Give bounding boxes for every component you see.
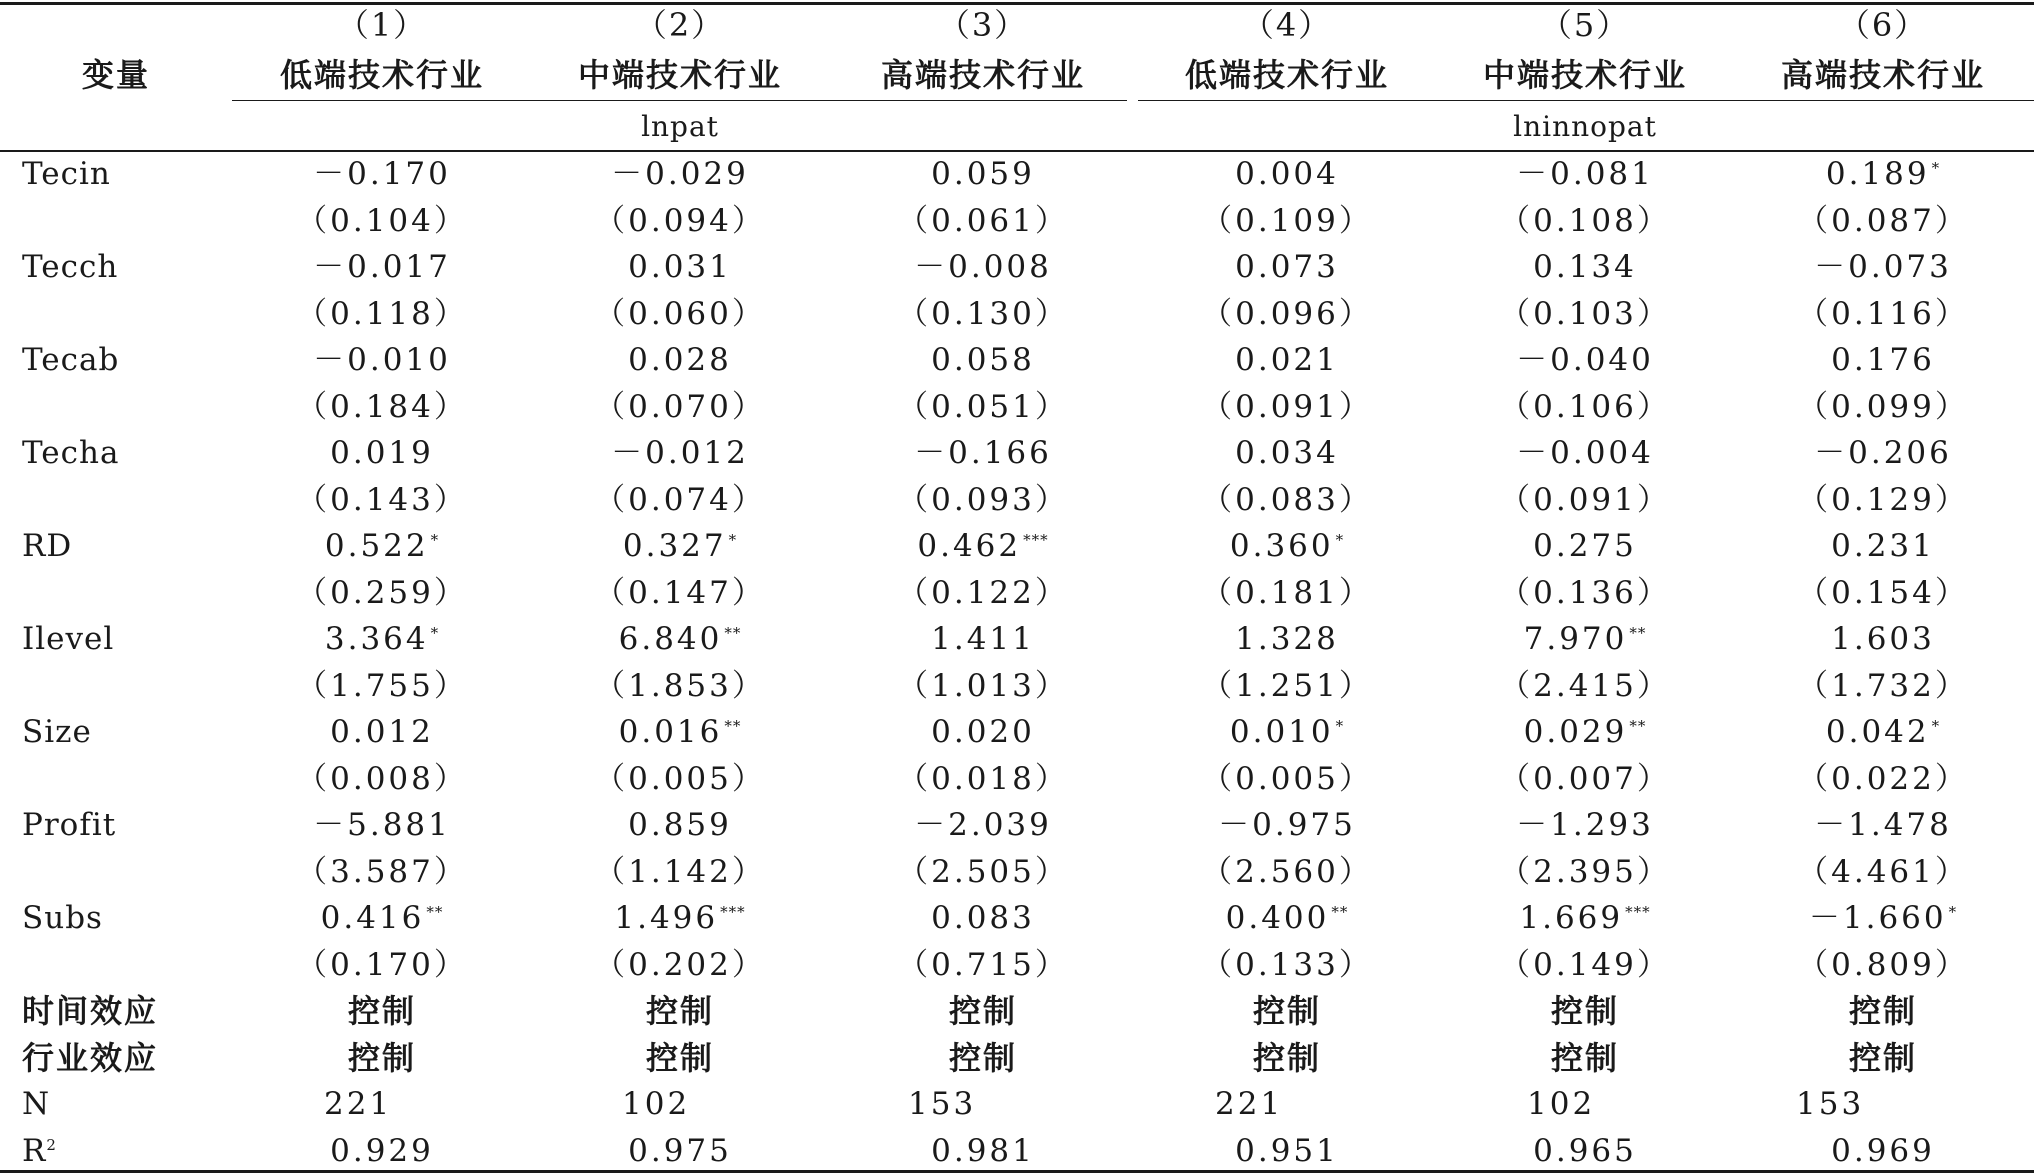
coefficient-cell	[321, 900, 444, 936]
coefficient-value: 0.021	[1235, 342, 1339, 378]
significance-stars: *	[728, 531, 738, 549]
variable-name: Tecab	[22, 342, 120, 378]
group-underline-lninnopat	[1138, 100, 2034, 101]
column-number: （3）	[937, 6, 1029, 44]
standard-error-cell: （0.130）	[897, 295, 1069, 332]
n-label: N	[22, 1086, 51, 1122]
standard-error-cell: （0.005）	[1201, 760, 1373, 797]
significance-stars: **	[724, 624, 742, 642]
coefficient-value: －2.039	[914, 807, 1052, 843]
coefficient-cell	[313, 156, 451, 192]
standard-error-cell: （0.181）	[1201, 574, 1373, 611]
coefficient-cell	[1814, 249, 1952, 285]
standard-error-cell: （0.715）	[897, 946, 1069, 983]
coefficient-value: 0.019	[330, 435, 434, 471]
observation-count: 221	[324, 1086, 393, 1122]
standard-error-cell: （0.087）	[1797, 202, 1969, 239]
coefficient-cell	[931, 156, 1035, 192]
coefficient-cell	[313, 249, 451, 285]
coefficient-cell	[1235, 249, 1339, 285]
variable-name: Tecin	[22, 156, 111, 192]
coefficient-cell	[1814, 807, 1952, 843]
variable-name: Size	[22, 714, 92, 750]
coefficient-value: －0.004	[1516, 435, 1654, 471]
variable-name: Profit	[22, 807, 117, 843]
coefficient-cell	[628, 249, 732, 285]
coefficient-cell	[1230, 528, 1344, 564]
control-value: 控制	[645, 1038, 715, 1077]
r-squared-value: 0.951	[1235, 1132, 1339, 1169]
coefficient-cell	[1831, 528, 1935, 564]
coefficient-cell	[1235, 156, 1339, 192]
coefficient-cell	[611, 156, 749, 192]
coefficient-cell	[619, 621, 742, 657]
observation-count: 102	[622, 1086, 691, 1122]
coefficient-cell	[917, 528, 1048, 564]
control-value: 控制	[948, 1038, 1018, 1077]
significance-stars: *	[1931, 717, 1941, 735]
coefficient-value: －0.166	[914, 435, 1052, 471]
coefficient-cell	[1516, 342, 1654, 378]
standard-error-cell: （0.104）	[296, 202, 468, 239]
coefficient-value: 0.031	[628, 249, 732, 285]
control-value: 控制	[347, 992, 417, 1030]
significance-stars: *	[430, 531, 440, 549]
column-number: （4）	[1241, 6, 1333, 44]
standard-error-cell: （0.129）	[1797, 481, 1969, 518]
control-name: 时间效应	[22, 992, 159, 1030]
control-value: 控制	[1252, 992, 1322, 1030]
dep-var-lninnopat: lninnopat	[1513, 110, 1657, 143]
coefficient-value: －1.660	[1808, 900, 1947, 936]
coefficient-value: 0.029	[1523, 714, 1628, 750]
coefficient-value: 1.496	[614, 900, 719, 936]
coefficient-value: 0.176	[1831, 342, 1935, 378]
coefficient-cell	[1533, 528, 1637, 564]
coefficient-cell	[1831, 621, 1935, 657]
r-squared-letter: R	[22, 1132, 47, 1169]
standard-error-cell: （0.809）	[1797, 946, 1969, 983]
coefficient-cell	[914, 807, 1052, 843]
control-value: 控制	[1550, 992, 1620, 1030]
standard-error-cell: （0.018）	[897, 760, 1069, 797]
control-value: 控制	[645, 992, 715, 1030]
standard-error-cell: （0.170）	[296, 946, 468, 983]
coefficient-value: 0.010	[1229, 714, 1334, 750]
control-value: 控制	[1550, 1038, 1620, 1077]
coefficient-value: 0.275	[1533, 528, 1637, 564]
coefficient-value: 0.073	[1235, 249, 1339, 285]
coefficient-cell	[614, 900, 745, 936]
coefficient-cell	[1235, 621, 1339, 657]
standard-error-cell: （0.093）	[897, 481, 1069, 518]
coefficient-cell	[1524, 714, 1647, 750]
standard-error-cell: （0.005）	[594, 760, 766, 797]
r-squared-superscript: 2	[46, 1135, 57, 1154]
column-name: 中端技术行业	[1482, 56, 1688, 94]
significance-stars: *	[1931, 159, 1941, 177]
r-squared-value: 0.965	[1533, 1132, 1637, 1169]
control-value: 控制	[948, 992, 1018, 1030]
coefficient-value: 0.059	[931, 156, 1035, 192]
bottom-rule	[0, 1170, 2034, 1173]
coefficient-value: －0.008	[914, 249, 1052, 285]
significance-stars: **	[1629, 717, 1647, 735]
column-number: （6）	[1837, 6, 1929, 44]
coefficient-cell	[1516, 435, 1654, 471]
significance-stars: *	[430, 624, 440, 642]
r-squared-value: 0.975	[628, 1132, 732, 1169]
standard-error-cell: （1.013）	[897, 667, 1069, 704]
significance-stars: ***	[720, 903, 746, 921]
coefficient-value: 0.058	[931, 342, 1035, 378]
coefficient-value: 0.400	[1225, 900, 1330, 936]
control-value: 控制	[1252, 1038, 1322, 1077]
coefficient-value: －0.206	[1814, 435, 1952, 471]
standard-error-cell: （0.094）	[594, 202, 766, 239]
coefficient-cell	[325, 528, 439, 564]
coefficient-value: 0.134	[1533, 249, 1637, 285]
coefficient-cell	[1831, 342, 1935, 378]
standard-error-cell: （0.061）	[897, 202, 1069, 239]
coefficient-value: 0.522	[324, 528, 429, 564]
coefficient-cell	[1235, 435, 1339, 471]
standard-error-cell: （0.154）	[1797, 574, 1969, 611]
variable-name: Tecch	[22, 249, 119, 285]
column-name: 高端技术行业	[1780, 56, 1986, 94]
significance-stars: ***	[1023, 531, 1049, 549]
r-squared-value: 0.981	[931, 1132, 1035, 1169]
coefficient-value: 0.034	[1235, 435, 1339, 471]
coefficient-value: 0.859	[628, 807, 732, 843]
significance-stars: ***	[1625, 903, 1651, 921]
coefficient-cell	[619, 714, 742, 750]
standard-error-cell: （1.732）	[1797, 667, 1969, 704]
coefficient-value: －0.170	[313, 156, 451, 192]
coefficient-cell	[1226, 900, 1349, 936]
control-value: 控制	[347, 1038, 417, 1077]
standard-error-cell: （0.136）	[1499, 574, 1671, 611]
coefficient-cell	[628, 807, 732, 843]
coefficient-cell	[313, 342, 451, 378]
coefficient-value: －0.017	[313, 249, 451, 285]
standard-error-cell: （0.109）	[1201, 202, 1373, 239]
standard-error-cell: （4.461）	[1797, 853, 1969, 890]
standard-error-cell: （0.096）	[1201, 295, 1373, 332]
coefficient-cell	[1826, 714, 1940, 750]
top-rule	[0, 2, 2034, 5]
significance-stars: *	[1335, 717, 1345, 735]
significance-stars: **	[1629, 624, 1647, 642]
coefficient-cell	[1809, 900, 1957, 936]
group-underline-lnpat	[232, 100, 1127, 101]
coefficient-value: －0.029	[611, 156, 749, 192]
standard-error-cell: （0.008）	[296, 760, 468, 797]
coefficient-value: 3.364	[324, 621, 429, 657]
coefficient-value: 0.042	[1825, 714, 1930, 750]
standard-error-cell: （0.147）	[594, 574, 766, 611]
coefficient-cell	[330, 435, 434, 471]
column-name: 中端技术行业	[577, 56, 783, 94]
standard-error-cell: （0.103）	[1499, 295, 1671, 332]
control-value: 控制	[1848, 1038, 1918, 1077]
coefficient-value: 7.970	[1523, 621, 1628, 657]
coefficient-value: 6.840	[618, 621, 723, 657]
coefficient-value: 0.416	[320, 900, 425, 936]
variable-name: Subs	[22, 900, 103, 936]
standard-error-cell: （0.118）	[296, 295, 468, 332]
coefficient-value: －0.975	[1218, 807, 1356, 843]
coefficient-cell	[330, 714, 434, 750]
control-name: 行业效应	[22, 1038, 159, 1077]
standard-error-cell: （0.122）	[897, 574, 1069, 611]
coefficient-value: －0.010	[313, 342, 451, 378]
standard-error-cell: （0.007）	[1499, 760, 1671, 797]
standard-error-cell: （0.060）	[594, 295, 766, 332]
r-squared-value: 0.929	[330, 1132, 434, 1169]
coefficient-cell	[623, 528, 737, 564]
standard-error-cell: （3.587）	[296, 853, 468, 890]
column-number: （2）	[634, 6, 726, 44]
standard-error-cell: （0.070）	[594, 388, 766, 425]
dep-var-lnpat: lnpat	[641, 110, 719, 143]
coefficient-value: 0.360	[1229, 528, 1334, 564]
r-squared-value: 0.969	[1831, 1132, 1935, 1169]
standard-error-cell: （1.853）	[594, 667, 766, 704]
coefficient-value: 1.411	[931, 621, 1035, 657]
header-rule	[0, 150, 2034, 152]
standard-error-cell: （0.091）	[1499, 481, 1671, 518]
standard-error-cell: （0.149）	[1499, 946, 1671, 983]
column-number: （5）	[1539, 6, 1631, 44]
column-name: 低端技术行业	[1184, 56, 1390, 94]
coefficient-value: 0.189	[1825, 156, 1930, 192]
standard-error-cell: （0.091）	[1201, 388, 1373, 425]
coefficient-value: 1.328	[1235, 621, 1339, 657]
coefficient-cell	[931, 621, 1035, 657]
coefficient-value: －0.073	[1814, 249, 1952, 285]
coefficient-value: －0.012	[611, 435, 749, 471]
coefficient-cell	[931, 342, 1035, 378]
r-squared-label	[22, 1133, 57, 1169]
coefficient-cell	[611, 435, 749, 471]
coefficient-cell	[914, 435, 1052, 471]
coefficient-value: 0.462	[917, 528, 1022, 564]
standard-error-cell: （0.083）	[1201, 481, 1373, 518]
standard-error-cell: （0.116）	[1797, 295, 1969, 332]
coefficient-value: 0.016	[618, 714, 723, 750]
standard-error-cell: （0.074）	[594, 481, 766, 518]
column-number: （1）	[336, 6, 428, 44]
observation-count: 153	[908, 1086, 977, 1122]
standard-error-cell: （0.022）	[1797, 760, 1969, 797]
standard-error-cell: （0.108）	[1499, 202, 1671, 239]
standard-error-cell: （0.259）	[296, 574, 468, 611]
coefficient-cell	[931, 714, 1035, 750]
standard-error-cell: （0.106）	[1499, 388, 1671, 425]
coefficient-value: 1.669	[1519, 900, 1624, 936]
standard-error-cell: （0.133）	[1201, 946, 1373, 983]
coefficient-cell	[1235, 342, 1339, 378]
variable-name: Ilevel	[22, 621, 115, 657]
coefficient-value: －1.478	[1814, 807, 1952, 843]
significance-stars: **	[426, 903, 444, 921]
standard-error-cell: （2.560）	[1201, 853, 1373, 890]
coefficient-value: 0.327	[622, 528, 727, 564]
standard-error-cell: （1.142）	[594, 853, 766, 890]
column-name: 低端技术行业	[279, 56, 485, 94]
coefficient-value: －5.881	[313, 807, 451, 843]
coefficient-cell	[1524, 621, 1647, 657]
standard-error-cell: （1.251）	[1201, 667, 1373, 704]
significance-stars: *	[1948, 903, 1958, 921]
standard-error-cell: （0.099）	[1797, 388, 1969, 425]
standard-error-cell: （2.395）	[1499, 853, 1671, 890]
coefficient-cell	[628, 342, 732, 378]
standard-error-cell: （2.415）	[1499, 667, 1671, 704]
coefficient-value: 0.020	[931, 714, 1035, 750]
coefficient-cell	[1814, 435, 1952, 471]
variable-name: Techa	[22, 435, 120, 471]
significance-stars: **	[724, 717, 742, 735]
observation-count: 221	[1215, 1086, 1284, 1122]
significance-stars: **	[1331, 903, 1349, 921]
standard-error-cell: （0.051）	[897, 388, 1069, 425]
variable-name: RD	[22, 528, 73, 564]
coefficient-value: －0.040	[1516, 342, 1654, 378]
coefficient-value: 1.603	[1831, 621, 1935, 657]
coefficient-cell	[931, 900, 1035, 936]
standard-error-cell: （0.184）	[296, 388, 468, 425]
coefficient-value: 0.004	[1235, 156, 1339, 192]
coefficient-value: 0.028	[628, 342, 732, 378]
coefficient-cell	[1533, 249, 1637, 285]
coefficient-value: 0.012	[330, 714, 434, 750]
coefficient-value: －0.081	[1516, 156, 1654, 192]
coefficient-value: 0.231	[1831, 528, 1935, 564]
standard-error-cell: （0.202）	[594, 946, 766, 983]
coefficient-cell	[1218, 807, 1356, 843]
column-name: 高端技术行业	[880, 56, 1086, 94]
coefficient-cell	[1516, 807, 1654, 843]
control-value: 控制	[1848, 992, 1918, 1030]
coefficient-value: 0.083	[931, 900, 1035, 936]
coefficient-value: －1.293	[1516, 807, 1654, 843]
variable-header: 变量	[81, 56, 151, 94]
coefficient-cell	[325, 621, 439, 657]
coefficient-cell	[1826, 156, 1940, 192]
observation-count: 102	[1527, 1086, 1596, 1122]
coefficient-cell	[1516, 156, 1654, 192]
coefficient-cell	[313, 807, 451, 843]
coefficient-cell	[1519, 900, 1650, 936]
significance-stars: *	[1335, 531, 1345, 549]
coefficient-cell	[1230, 714, 1344, 750]
standard-error-cell: （2.505）	[897, 853, 1069, 890]
observation-count: 153	[1796, 1086, 1865, 1122]
standard-error-cell: （1.755）	[296, 667, 468, 704]
standard-error-cell: （0.143）	[296, 481, 468, 518]
coefficient-cell	[914, 249, 1052, 285]
